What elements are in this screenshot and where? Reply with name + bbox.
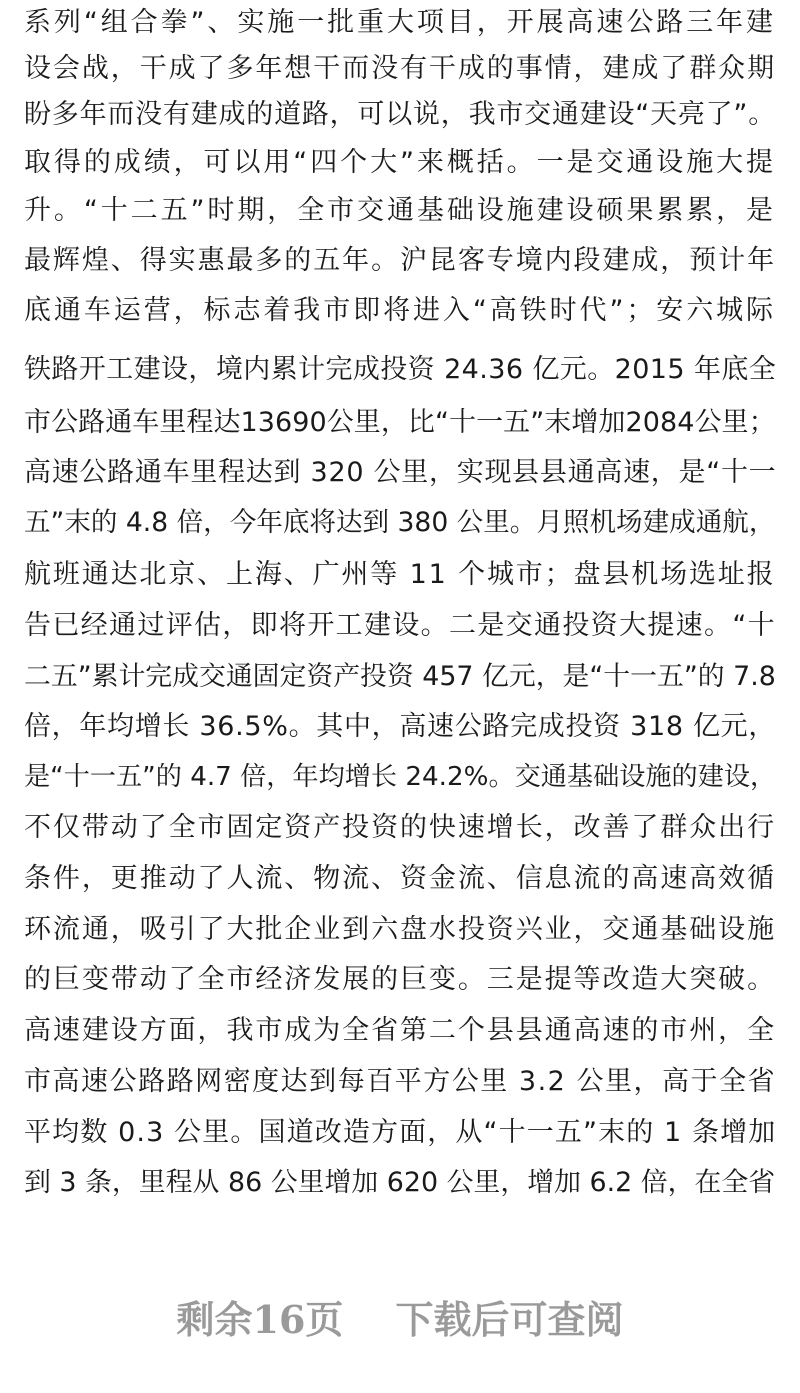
text-line: 铁路开工建设，境内累计完成投资 24.36 亿元。2015 年底全: [24, 354, 777, 385]
download-prompt[interactable]: [0, 1290, 800, 1350]
text-line: 是“十一五”的 4.7 倍，年均增长 24.2%。交通基础设施的建设，: [24, 762, 777, 792]
text-line: 五”末的 4.8 倍，今年底将达到 380 公里。月照机场建成通航，: [24, 507, 776, 538]
text-line: 最辉煌、得实惠最多的五年。沪昆客专境内段建成，预计年: [24, 245, 776, 276]
text-line: 告已经通过评估，即将开工建设。二是交通投资大提速。“十: [24, 610, 776, 641]
text-line: 到 3 条，里程从 86 公里增加 620 公里，增加 6.2 倍，在全省: [24, 1167, 776, 1198]
text-line: 倍，年均增长 36.5%。其中，高速公路完成投资 318 亿元，: [24, 711, 777, 742]
download-to-view-label[interactable]: 下载后可查阅: [395, 1297, 624, 1342]
text-line: 二五”累计完成交通固定资产投资 457 亿元，是“十一五”的 7.8: [24, 661, 776, 692]
text-line: 取得的成绩，可以用“四个大”来概括。一是交通设施大提: [24, 147, 776, 178]
text-line: 系列“组合拳”、实施一批重大项目，开展高速公路三年建: [24, 7, 776, 38]
text-line: 市公路通车里程达13690公里，比“十一五”末增加2084公里；: [24, 407, 776, 438]
text-line: 条件，更推动了人流、物流、资金流、信息流的高速高效循: [24, 863, 776, 894]
text-line: 盼多年而没有建成的道路，可以说，我市交通建设“天亮了”。: [24, 99, 776, 130]
remaining-pages-label: 剩余16页: [176, 1297, 344, 1342]
text-line: 设会战，干成了多年想干而没有干成的事情，建成了群众期: [24, 53, 776, 84]
text-line: 平均数 0.3 公里。国道改造方面，从“十一五”末的 1 条增加: [24, 1117, 777, 1148]
text-line: 市高速公路路网密度达到每百平方公里 3.2 公里，高于全省: [24, 1066, 777, 1097]
text-line: 的巨变带动了全市经济发展的巨变。三是提等改造大突破。: [24, 964, 776, 995]
text-line: 高速建设方面，我市成为全省第二个县县通高速的市州，全: [24, 1015, 776, 1046]
text-line: 高速公路通车里程达到 320 公里，实现县县通高速，是“十一: [24, 457, 777, 488]
text-line: 环流通，吸引了大批企业到六盘水投资兴业，交通基础设施: [24, 914, 776, 945]
text-line: 底通车运营，标志着我市即将进入“高铁时代”；安六城际: [24, 295, 776, 326]
text-line: 不仅带动了全市固定资产投资的快速增长，改善了群众出行: [24, 812, 776, 843]
text-line: 升。“十二五”时期，全市交通基础设施建设硕果累累，是: [24, 195, 776, 226]
text-line: 航班通达北京、上海、广州等 11 个城市；盘县机场选址报: [24, 559, 776, 590]
